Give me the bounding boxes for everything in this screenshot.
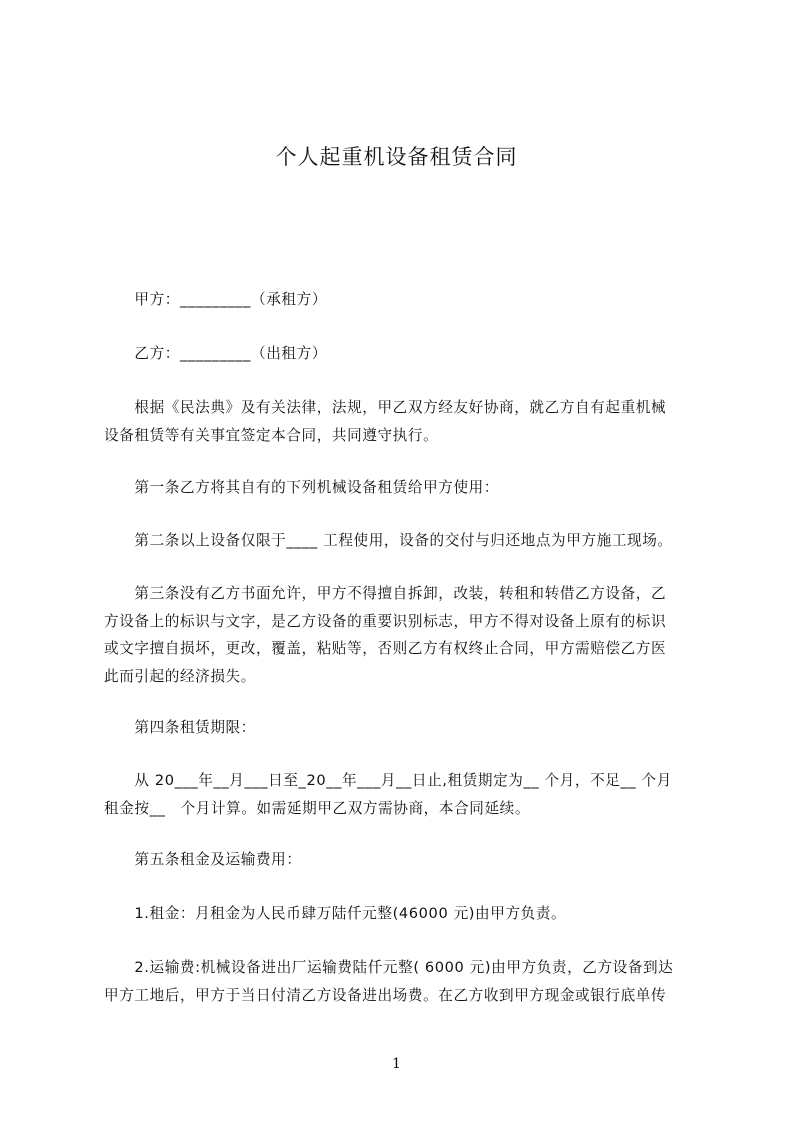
text-line: 第二条以上设备仅限于____ 工程使用，设备的交付与归还地点为甲方施工现场。 [104, 532, 673, 549]
text-line: 第一条乙方将其自有的下列机械设备租赁给甲方使用： [104, 479, 500, 496]
text-line: 方设备上的标识与文字，是乙方设备的重要识别标志，甲方不得对设备上原有的标识 [104, 612, 667, 630]
text-line: 根据《民法典》及有关法律，法规，甲乙双方经友好协商，就乙方自有起重机械 [104, 399, 667, 416]
preamble-paragraph [104, 394, 704, 449]
text-line: 第五条租金及运输费用： [104, 851, 302, 868]
transport-fee-paragraph [104, 954, 704, 1009]
article-1-paragraph [104, 474, 704, 502]
text-line: 1.租金：月租金为人民币肆万陆仟元整(46000 元)由甲方负责。 [104, 905, 567, 922]
text-line: 甲方工地后，甲方于当日付清乙方设备进出场费。在乙方收到甲方现金或银行底单传 [104, 986, 667, 1004]
party-a-paragraph [104, 286, 704, 314]
text-line: 甲方：_________（承租方） [104, 291, 328, 308]
text-line: 租金按__ 个月计算。如需延期甲乙双方需协商，本合同延续。 [104, 799, 531, 817]
text-line: 或文字擅自损坏，更改，覆盖，粘贴等，否则乙方有权终止合同，甲方需赔偿乙方医 [104, 640, 667, 657]
document-title: 个人起重机设备租赁合同 [275, 145, 518, 169]
text-line: 从 20___年__月___日至_20__年___月__日止,租赁期定为__ 个月，不足__ 个月 [104, 772, 672, 789]
text-line: 此而引起的经济损失。 [104, 667, 256, 685]
article-5-paragraph [104, 846, 704, 874]
party-b-paragraph [104, 340, 704, 368]
text-line: 第四条租赁期限： [104, 719, 256, 736]
article-2-paragraph [104, 527, 704, 555]
text-line: 乙方：_________（出租方） [104, 345, 328, 362]
text-line: 2.运输费:机械设备进出厂运输费陆仟元整( 6000 元)由甲方负责，乙方设备到达 [104, 959, 674, 976]
text-line: 设备租赁等有关事宜签定本合同，共同遵守执行。 [104, 426, 439, 444]
article-4-paragraph [104, 714, 704, 742]
page-number: 1 [392, 1056, 401, 1072]
article-3-paragraph [104, 580, 704, 690]
rent-paragraph [104, 900, 704, 928]
lease-term-paragraph [104, 767, 704, 822]
text-line: 第三条没有乙方书面允许，甲方不得擅自拆卸，改装，转租和转借乙方设备，乙 [104, 585, 667, 602]
